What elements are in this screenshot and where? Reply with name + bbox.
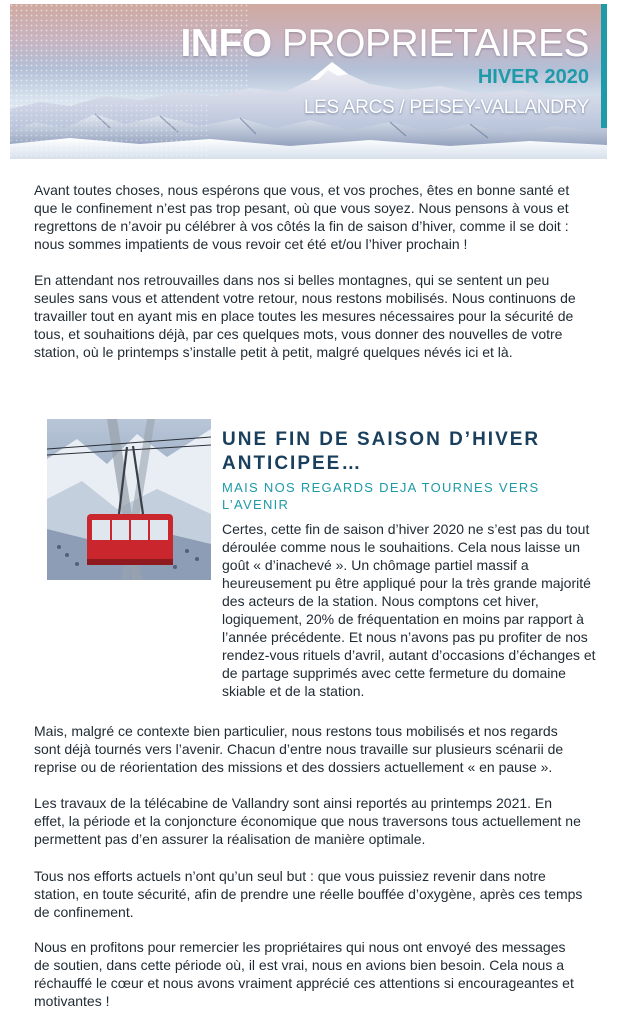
intro-paragraph-1: Avant toutes choses, nous espérons que vous, et vos proches, êtes en bonne santé et que le confinement n’est pas trop pesant, où que vous soyez. Nous pensons à vous et regrettons de n’avoir pu célébrer à vos côtés la fin de saison d’hiver, comme il se doit : nous sommes impatients de vous revoir cet été et/ou l’hiver prochain !: [34, 182, 570, 252]
outro-paragraph-3: Tous nos efforts actuels n’ont qu’un seul but : que vous puissiez revenir dans notre station, en toute sécurité, afin de prendre une réelle bouffée d’oxygène, après ces temps de confinement.: [34, 868, 583, 920]
article-body: Certes, cette fin de saison d’hiver 2020 ne s’est pas du tout déroulée comme nous le souhaitions. Cela nous laisse un goût « d’inachevé ». Un chômage partiel massif a heureusement pu être appliqué pour la très grande majorité des acteurs de la station. Nous comptons cet hiver, logiquement, 20% de fréquentation en moins par rapport à l’année précédente. Et nous n’avons pas pu profiter de nos rendez-vous rituels d’avril, autant d’occasions d’échanges et de partage supprimés avec cette fermeture du domaine skiable et de la station.: [222, 521, 596, 699]
cable-car-photo: [47, 419, 211, 580]
outro-paragraph-1: Mais, malgré ce contexte bien particulier, nous restons tous mobilisés et nos regards sont déjà tournés vers l’avenir. Chacun d’entre nous travaille sur plusieurs scénarii de reprise ou de réorientation des missions et des dossiers actuellement « en pause ».: [34, 723, 564, 775]
title-bold: INFO: [180, 22, 272, 65]
header-banner: [10, 4, 607, 159]
article-subheadline: MAIS NOS REGARDS DEJA TOURNES VERS L’AVENIR: [222, 480, 540, 512]
article-headline: UNE FIN DE SAISON D’HIVER ANTICIPEE…: [222, 429, 541, 474]
outro-paragraph-2: Les travaux de la télécabine de Vallandry sont ainsi reportés au printemps 2021. En effet, la période et la conjoncture économique que nous traversons tous actuellement ne permettent pas d’en assurer la réalisation de manière optimale.: [34, 795, 581, 847]
location-label: LES ARCS / PEISEY-VALLANDRY: [303, 97, 589, 118]
newsletter-title: [180, 22, 589, 66]
outro-paragraph-4: Nous en profitons pour remercier les propriétaires qui nous ont envoyé des messages de soutien, dans cette période où, il est vrai, nous en avions bien besoin. Cela nous a réchauffé le cœur et nous avons vraiment apprécié ces attentions si encourageantes et motivantes !: [34, 939, 574, 1009]
season-label: HIVER 2020: [477, 66, 589, 88]
cable-car-illustration: [47, 419, 211, 580]
intro-paragraph-2: En attendant nos retrouvailles dans nos si belles montagnes, qui se sentent un peu seules sans vous et attendent votre retour, nous restons mobilisés. Nous continuons de travailler tout en ayant mis en place toutes les mesures nécessaires pour la sécurité de tous, et souhaitions déjà, par ces quelques mots, vous donner des nouvelles de votre station, où le printemps s’installe petit à petit, malgré quelques névés ici et là.: [34, 272, 576, 360]
title-light: PROPRIETAIRES: [281, 22, 589, 65]
banner-accent-bar: [601, 4, 607, 128]
